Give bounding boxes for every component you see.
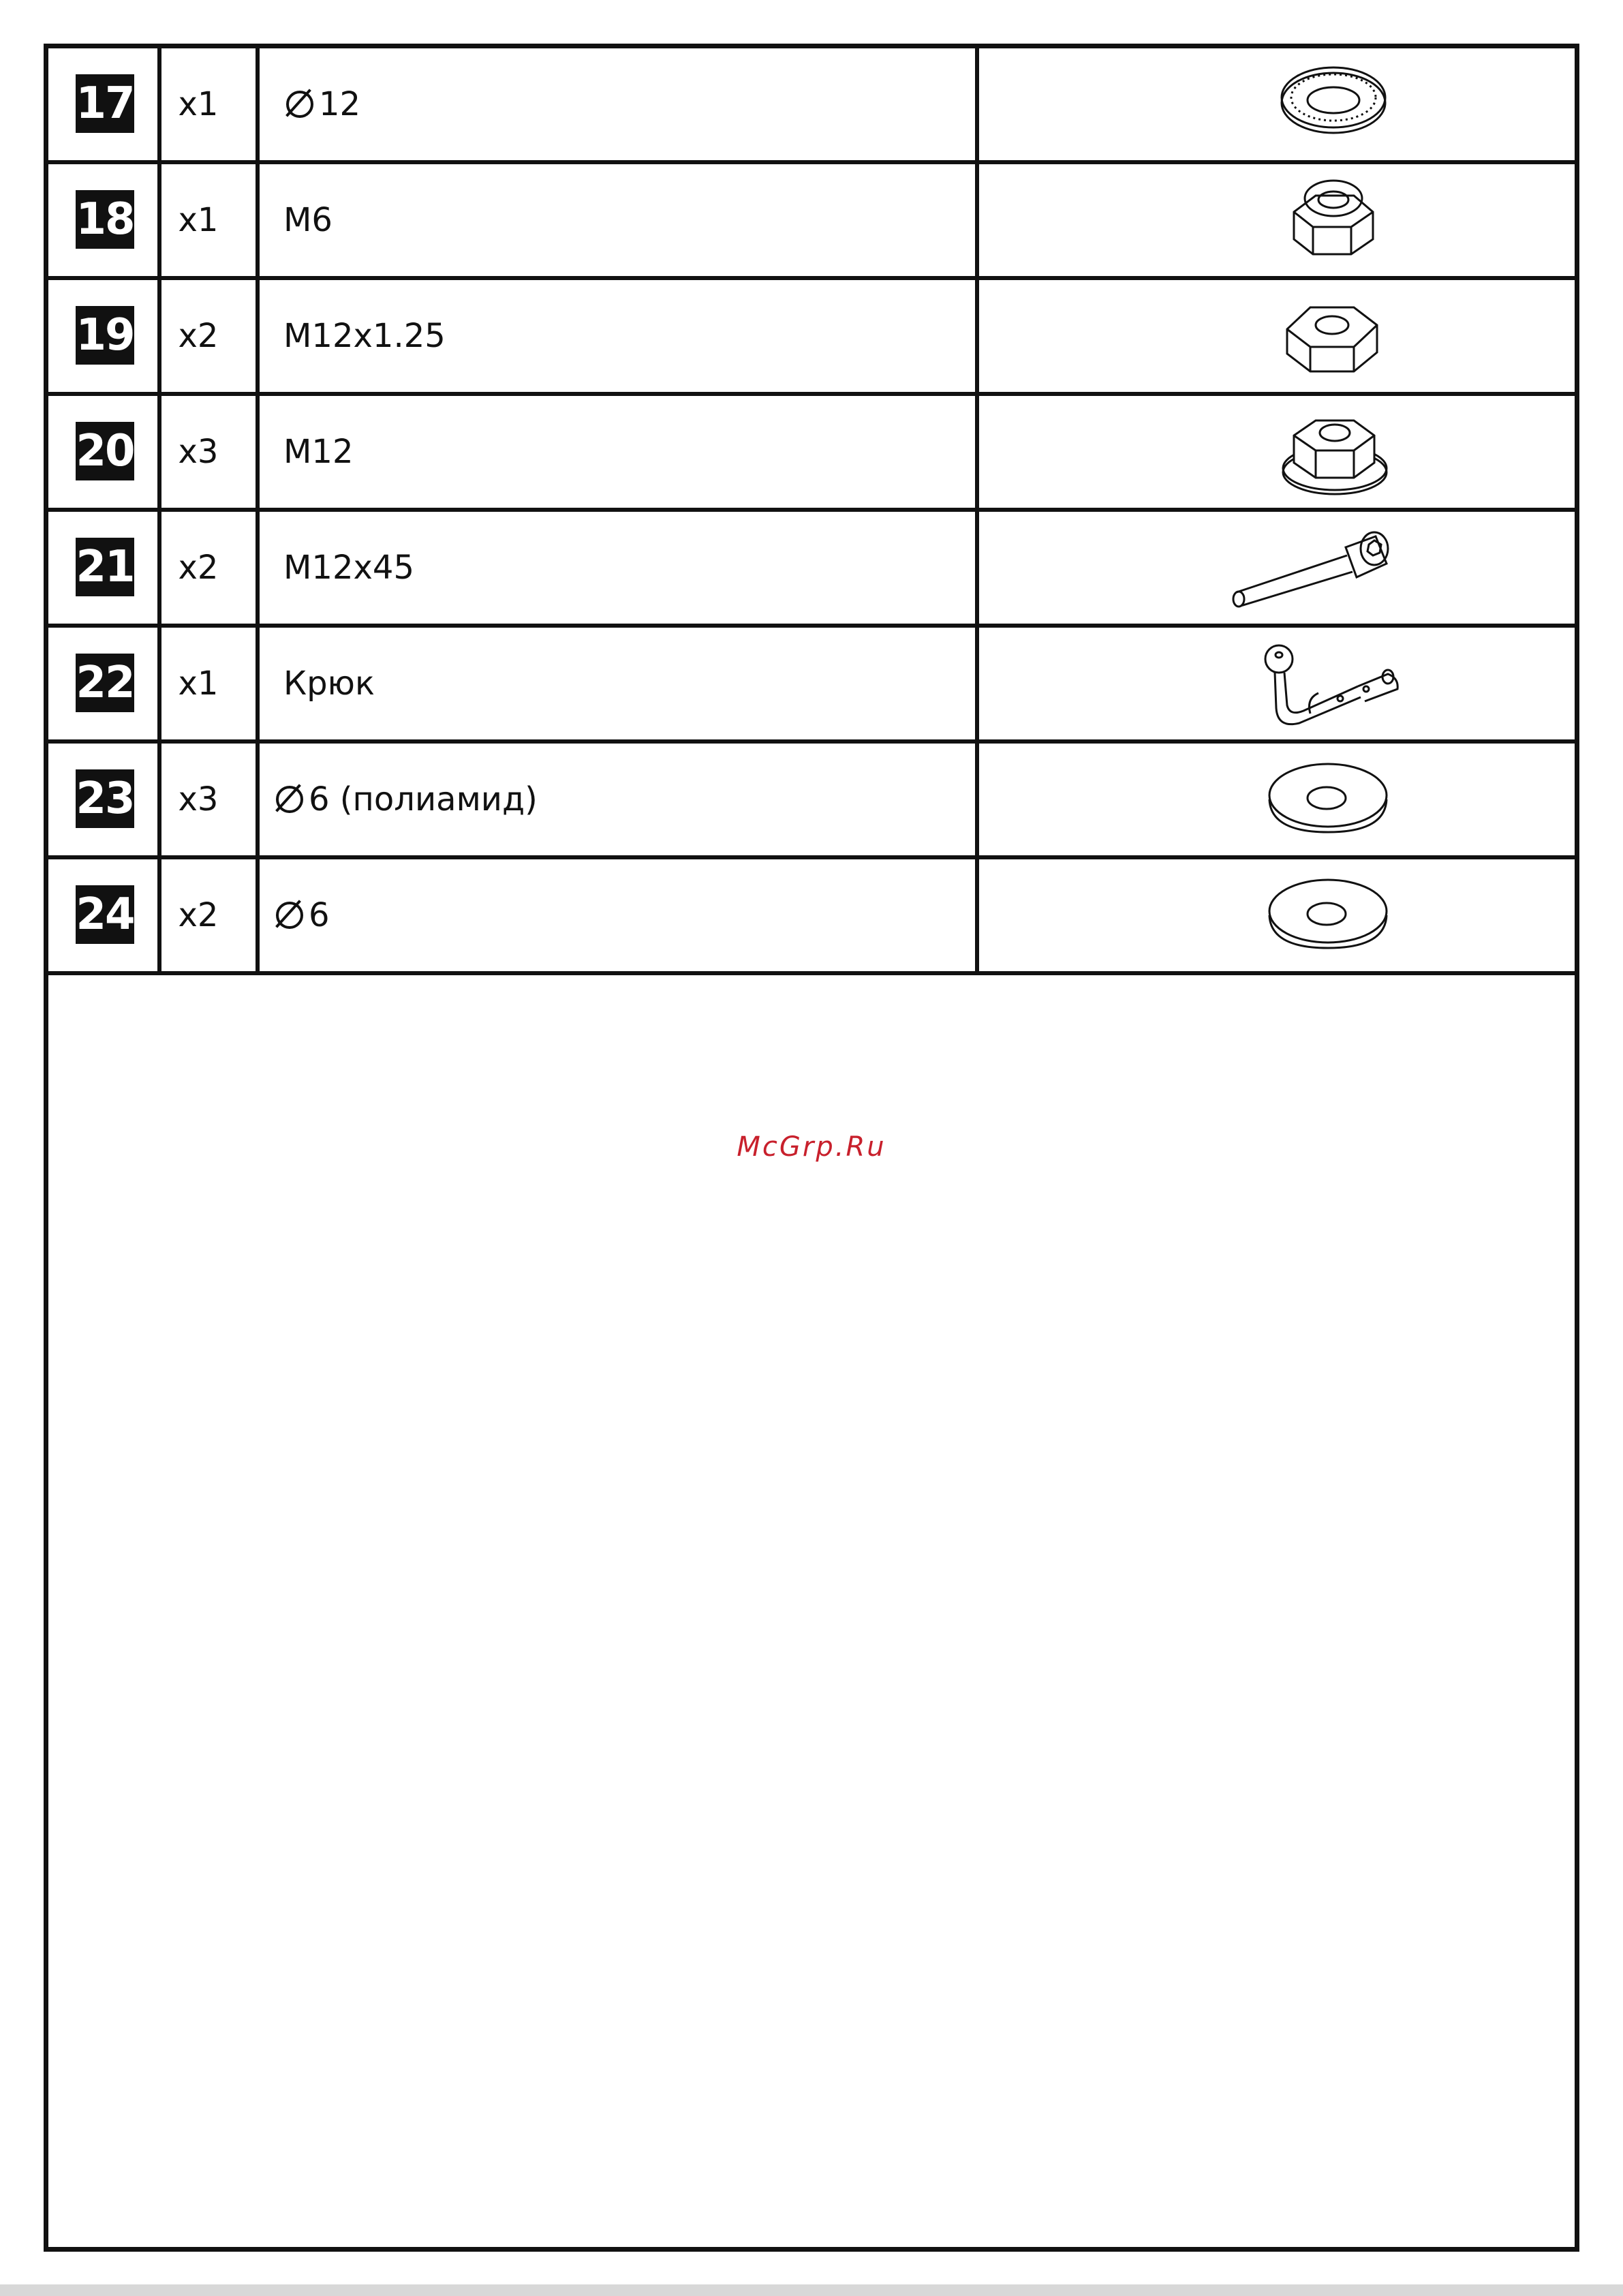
part-quantity: x2 [178,317,219,355]
part-row [48,164,1575,280]
part-description: 12 [283,48,360,160]
part-description: M12x1.25 [283,317,446,355]
part-number-badge: 17 [76,74,134,133]
part-row [48,859,1575,975]
diameter-icon [273,899,303,929]
part-quantity: x2 [178,896,219,934]
part-number-badge: 24 [76,885,134,944]
part-description: M12 [283,433,354,471]
diameter-icon [283,88,313,118]
part-quantity: x1 [178,664,219,703]
part-quantity: x3 [178,780,219,818]
part-quantity: x1 [178,85,219,123]
part-description: M6 [283,201,333,239]
serrated-lock-washer-icon [979,48,1575,160]
part-number-badge: 19 [76,306,134,365]
part-row [48,744,1575,859]
part-description: 6 [273,859,330,971]
part-number-badge: 22 [76,654,134,712]
nylon-lock-nut-icon [979,164,1575,276]
part-description: 6 (полиамид) [273,744,538,855]
part-row [48,512,1575,628]
part-quantity: x3 [178,433,219,471]
part-number-badge: 21 [76,538,134,596]
flange-nut-icon [979,396,1575,508]
hex-nut-icon [979,280,1575,392]
part-quantity: x2 [178,549,219,587]
page-bottom-edge [0,2284,1623,2296]
part-number-badge: 23 [76,769,134,828]
part-row [48,48,1575,164]
part-row [48,628,1575,744]
flat-washer-icon [979,859,1575,971]
watermark-text: McGrp.Ru [737,1131,886,1163]
part-number-badge: 18 [76,190,134,249]
part-row [48,280,1575,396]
part-number-badge: 20 [76,422,134,480]
part-row [48,396,1575,512]
part-quantity: x1 [178,201,219,239]
part-description: M12x45 [283,549,414,587]
tow-hook-icon [979,628,1575,739]
diameter-icon [273,783,303,813]
flat-washer-icon [979,744,1575,855]
part-description: Крюк [283,664,375,703]
socket-head-bolt-icon [979,512,1575,624]
